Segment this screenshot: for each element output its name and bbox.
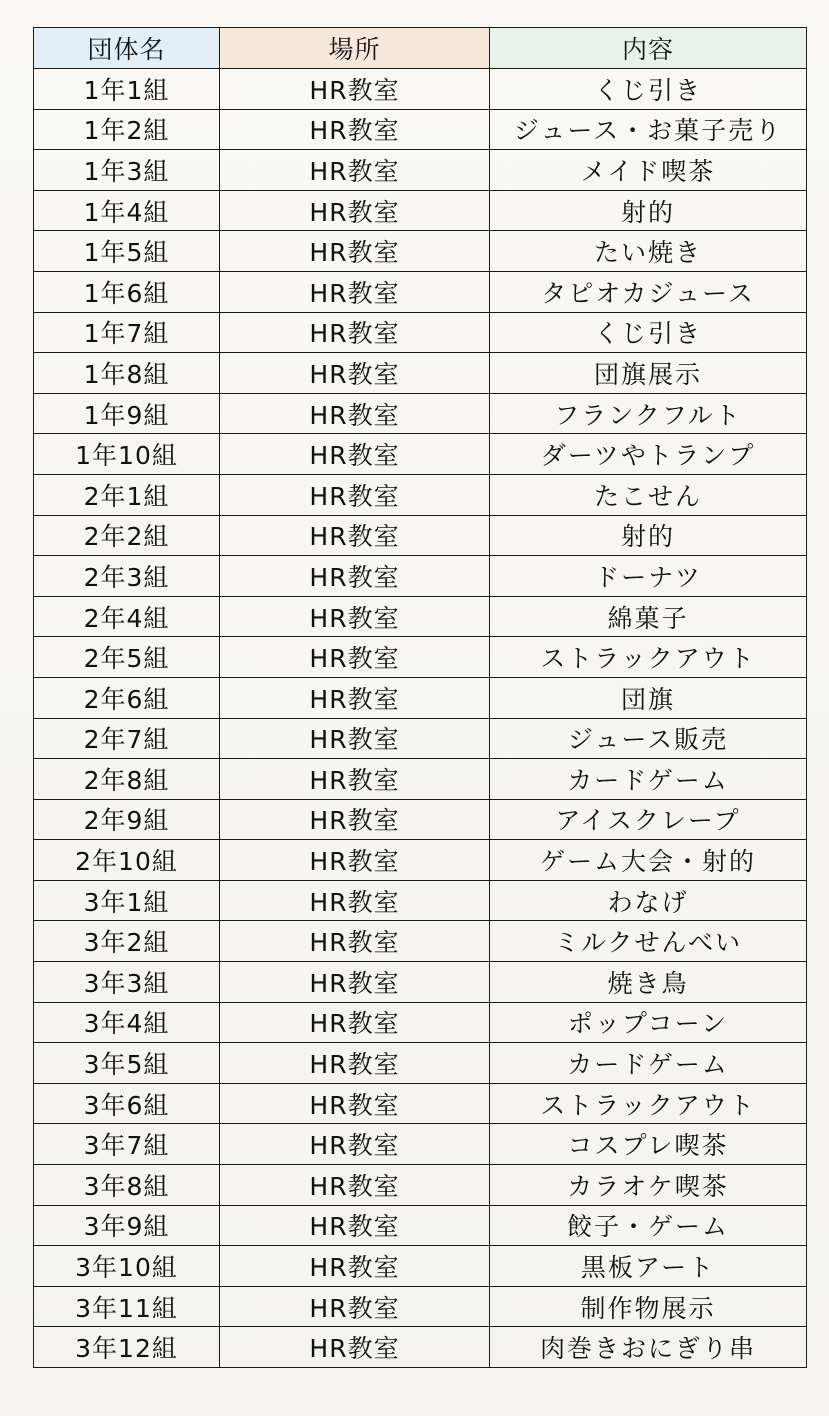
table-row <box>34 921 807 962</box>
table-row <box>34 1083 807 1124</box>
cell-location: HR教室 <box>220 962 490 1003</box>
table-row <box>34 312 807 353</box>
cell-content: ダーツやトランプ <box>490 434 807 475</box>
cell-location: HR教室 <box>220 840 490 881</box>
cell-content: ミルクせんべい <box>490 921 807 962</box>
header-row <box>34 28 807 69</box>
table-row <box>34 1205 807 1246</box>
festival-table <box>33 27 807 1368</box>
cell-content: ジュース販売 <box>490 718 807 759</box>
table-row <box>34 1327 807 1368</box>
cell-group-name: 3年2組 <box>34 921 220 962</box>
cell-content: カードゲーム <box>490 759 807 800</box>
cell-content: わなげ <box>490 880 807 921</box>
cell-group-name: 2年9組 <box>34 799 220 840</box>
cell-group-name: 2年3組 <box>34 556 220 597</box>
cell-location: HR教室 <box>220 718 490 759</box>
cell-content: ポップコーン <box>490 1002 807 1043</box>
cell-content: ゲーム大会・射的 <box>490 840 807 881</box>
cell-content: ドーナツ <box>490 556 807 597</box>
cell-location: HR教室 <box>220 677 490 718</box>
cell-content: ジュース・お菓子売り <box>490 109 807 150</box>
cell-group-name: 1年8組 <box>34 353 220 394</box>
table-row <box>34 1002 807 1043</box>
header-location: 場所 <box>220 28 490 69</box>
cell-group-name: 1年5組 <box>34 231 220 272</box>
cell-content: くじ引き <box>490 312 807 353</box>
cell-content: 焼き鳥 <box>490 962 807 1003</box>
cell-location: HR教室 <box>220 799 490 840</box>
cell-content: ストラックアウト <box>490 637 807 678</box>
cell-location: HR教室 <box>220 1002 490 1043</box>
table-row <box>34 271 807 312</box>
table-row <box>34 474 807 515</box>
cell-location: HR教室 <box>220 515 490 556</box>
cell-content: メイド喫茶 <box>490 150 807 191</box>
table-row <box>34 556 807 597</box>
table-row <box>34 880 807 921</box>
cell-group-name: 3年10組 <box>34 1246 220 1287</box>
cell-group-name: 1年2組 <box>34 109 220 150</box>
cell-content: タピオカジュース <box>490 271 807 312</box>
cell-location: HR教室 <box>220 1205 490 1246</box>
cell-location: HR教室 <box>220 596 490 637</box>
cell-group-name: 3年5組 <box>34 1043 220 1084</box>
table-row <box>34 1165 807 1206</box>
cell-group-name: 2年4組 <box>34 596 220 637</box>
cell-group-name: 2年7組 <box>34 718 220 759</box>
cell-location: HR教室 <box>220 109 490 150</box>
table-row <box>34 190 807 231</box>
cell-group-name: 3年6組 <box>34 1083 220 1124</box>
cell-group-name: 3年7組 <box>34 1124 220 1165</box>
cell-content: 団旗展示 <box>490 353 807 394</box>
cell-content: カードゲーム <box>490 1043 807 1084</box>
cell-location: HR教室 <box>220 759 490 800</box>
cell-content: カラオケ喫茶 <box>490 1165 807 1206</box>
table-row <box>34 393 807 434</box>
cell-group-name: 1年3組 <box>34 150 220 191</box>
cell-content: 肉巻きおにぎり串 <box>490 1327 807 1368</box>
table-row <box>34 231 807 272</box>
table-row <box>34 799 807 840</box>
cell-location: HR教室 <box>220 312 490 353</box>
cell-group-name: 3年9組 <box>34 1205 220 1246</box>
cell-group-name: 1年9組 <box>34 393 220 434</box>
cell-group-name: 3年3組 <box>34 962 220 1003</box>
table-row <box>34 637 807 678</box>
cell-location: HR教室 <box>220 231 490 272</box>
header-group-name: 団体名 <box>34 28 220 69</box>
cell-content: 餃子・ゲーム <box>490 1205 807 1246</box>
cell-location: HR教室 <box>220 1246 490 1287</box>
cell-group-name: 2年8組 <box>34 759 220 800</box>
cell-group-name: 1年1組 <box>34 69 220 110</box>
cell-content: ストラックアウト <box>490 1083 807 1124</box>
cell-group-name: 1年7組 <box>34 312 220 353</box>
table-row <box>34 150 807 191</box>
cell-content: 黒板アート <box>490 1246 807 1287</box>
table-row <box>34 718 807 759</box>
cell-location: HR教室 <box>220 1165 490 1206</box>
table-row <box>34 840 807 881</box>
cell-content: 射的 <box>490 515 807 556</box>
cell-content: たい焼き <box>490 231 807 272</box>
cell-location: HR教室 <box>220 434 490 475</box>
cell-location: HR教室 <box>220 474 490 515</box>
table-row <box>34 596 807 637</box>
table-row <box>34 515 807 556</box>
cell-content: 団旗 <box>490 677 807 718</box>
table-row <box>34 434 807 475</box>
cell-group-name: 3年4組 <box>34 1002 220 1043</box>
cell-location: HR教室 <box>220 1124 490 1165</box>
cell-location: HR教室 <box>220 1083 490 1124</box>
cell-group-name: 3年1組 <box>34 880 220 921</box>
cell-location: HR教室 <box>220 1043 490 1084</box>
header-content: 内容 <box>490 28 807 69</box>
cell-location: HR教室 <box>220 353 490 394</box>
table-row <box>34 677 807 718</box>
cell-location: HR教室 <box>220 393 490 434</box>
cell-group-name: 2年1組 <box>34 474 220 515</box>
cell-content: くじ引き <box>490 69 807 110</box>
cell-location: HR教室 <box>220 271 490 312</box>
cell-location: HR教室 <box>220 190 490 231</box>
cell-location: HR教室 <box>220 880 490 921</box>
table-body <box>34 69 807 1368</box>
cell-location: HR教室 <box>220 1286 490 1327</box>
cell-group-name: 1年10組 <box>34 434 220 475</box>
table-row <box>34 1286 807 1327</box>
cell-location: HR教室 <box>220 921 490 962</box>
cell-location: HR教室 <box>220 150 490 191</box>
cell-group-name: 2年2組 <box>34 515 220 556</box>
table-row <box>34 69 807 110</box>
cell-content: フランクフルト <box>490 393 807 434</box>
table-row <box>34 962 807 1003</box>
cell-group-name: 2年10組 <box>34 840 220 881</box>
cell-location: HR教室 <box>220 1327 490 1368</box>
cell-group-name: 1年4組 <box>34 190 220 231</box>
cell-content: 射的 <box>490 190 807 231</box>
cell-content: コスプレ喫茶 <box>490 1124 807 1165</box>
table-row <box>34 1246 807 1287</box>
cell-location: HR教室 <box>220 637 490 678</box>
cell-content: アイスクレープ <box>490 799 807 840</box>
cell-content: たこせん <box>490 474 807 515</box>
cell-content: 綿菓子 <box>490 596 807 637</box>
table-row <box>34 109 807 150</box>
cell-group-name: 3年11組 <box>34 1286 220 1327</box>
cell-content: 制作物展示 <box>490 1286 807 1327</box>
cell-location: HR教室 <box>220 69 490 110</box>
cell-group-name: 3年12組 <box>34 1327 220 1368</box>
cell-group-name: 2年5組 <box>34 637 220 678</box>
cell-location: HR教室 <box>220 556 490 597</box>
table-row <box>34 1043 807 1084</box>
table-row <box>34 353 807 394</box>
table-row <box>34 1124 807 1165</box>
table-row <box>34 759 807 800</box>
cell-group-name: 2年6組 <box>34 677 220 718</box>
cell-group-name: 1年6組 <box>34 271 220 312</box>
cell-group-name: 3年8組 <box>34 1165 220 1206</box>
